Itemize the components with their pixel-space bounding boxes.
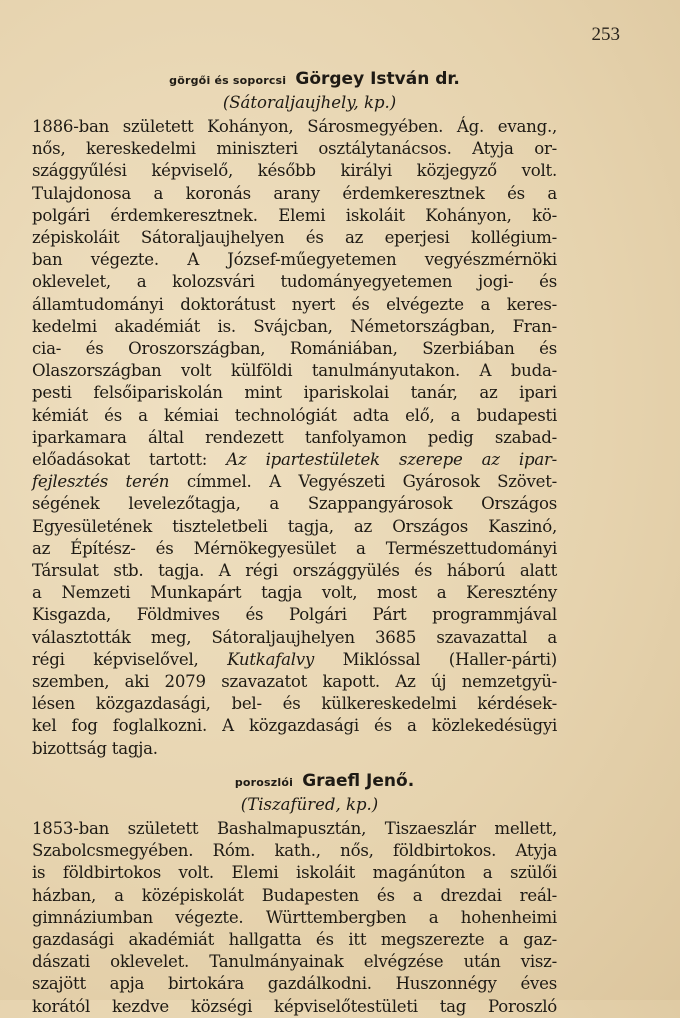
text-line: nős, kereskedelmi miniszteri osztálytanácsos. Atyja or- xyxy=(32,139,557,159)
text-line: 1853-ban született Bashalmapusztán, Tiszaeszlár mellett, xyxy=(32,818,557,838)
text-line: Kisgazda, Földmives és Polgári Párt programmjával xyxy=(32,605,557,625)
text-line: dászati oklevelet. Tanulmányainak elvégzése után visz- xyxy=(32,952,557,972)
text-line: kémiát és a kémiai technológiát adta elő, a budapesti xyxy=(32,405,557,425)
text-line: Társulat stb. tagja. A régi országgyülés és háború alatt xyxy=(32,561,557,581)
italic-title: Kutkafalvy xyxy=(227,649,315,669)
text-line: gimnáziumban végezte. Württembergben a hohenheimi xyxy=(32,907,557,927)
italic-title: fejlesztés terén xyxy=(32,472,170,492)
text-line: ban végezte. A József-műegyetemen vegyészmérnöki xyxy=(32,250,557,270)
text-line: fejlesztés terén címmel. A Vegyészeti Gyárosok Szövet- xyxy=(32,472,558,492)
text-line: szemben, aki 2079 szavazatot kapott. Az új nemzetgyü- xyxy=(32,672,557,692)
text-line: az Építész- és Mérnökegyesület a Természettudományi xyxy=(32,538,557,558)
entry-gorgey xyxy=(32,68,557,760)
text-line: is földbirtokos volt. Elemi iskoláit magánúton a szülői xyxy=(32,863,557,883)
text-line: iparkamara által rendezett tanfolyamon pedig szabad- xyxy=(32,427,557,447)
text-line: oklevelet, a kolozsvári tudományegyetemen jogi- és xyxy=(32,272,557,292)
text-line: polgári érdemkeresztnek. Elemi iskoláit Kohányon, kö- xyxy=(32,205,557,225)
page-column xyxy=(32,68,557,1018)
text-line: Olaszországban volt külföldi tanulmányutakon. A buda- xyxy=(32,361,557,381)
text-line: választották meg, Sátoraljaujhelyen 3685 szavazattal a xyxy=(32,627,557,647)
text-line: gazdasági akadémiát hallgatta és itt megszerezte a gaz- xyxy=(32,929,557,949)
text-line: zépiskoláit Sátoraljaujhelyen és az eperjesi kollégium- xyxy=(32,228,557,248)
text-line: előadásokat tartott: Az ipartestületek szerepe az ipar- xyxy=(32,450,557,470)
constituency: (Tiszafüred, kp.) xyxy=(240,794,379,814)
text-line: Egyesületének tiszteletbeli tagja, az Országos Kaszinó, xyxy=(32,516,557,536)
member-name: Görgey István dr. xyxy=(295,69,460,89)
text-line: kedelmi akadémiát is. Svájcban, Németországban, Fran- xyxy=(32,316,557,336)
text-line: 1886-ban született Kohányon, Sárosmegyében. Ág. evang., xyxy=(32,117,557,136)
text-line: Szabolcsmegyében. Róm. kath., nős, földbirtokos. Atyja xyxy=(32,841,557,861)
text-line: bizottság tagja. xyxy=(32,738,158,758)
entry-title-line xyxy=(32,770,557,794)
text-line: ségének levelezőtagja, a Szappangyárosok Országos xyxy=(32,494,557,514)
entry-graefl xyxy=(32,770,557,1018)
text-line: házban, a középiskolát Budapesten és a drezdai reál- xyxy=(32,885,557,905)
text-line: lésen közgazdasági, bel- és külkereskedelmi kérdések- xyxy=(32,694,557,714)
text-line: régi képviselővel, Kutkafalvy Miklóssal (Haller-párti) xyxy=(32,649,557,669)
text-line: szajött apja birtokára gazdálkodni. Huszonnégy éves xyxy=(32,974,557,994)
entry-header xyxy=(32,68,557,114)
member-name: Graefl Jenő. xyxy=(302,770,415,791)
noble-prefix: görgői és soporcsi xyxy=(169,74,287,87)
text-line: a Nemzeti Munkapárt tagja volt, most a Keresztény xyxy=(32,583,557,603)
text-line: államtudományi doktorátust nyert és elvégezte a keres- xyxy=(32,294,557,314)
text-line: kel fog foglalkozni. A közgazdasági és a közlekedésügyi xyxy=(32,716,557,736)
text-line: pesti felsőipariskolán mint ipariskolai tanár, az ipari xyxy=(32,383,557,403)
biography-text xyxy=(32,116,557,760)
noble-prefix: poroszlói xyxy=(234,775,294,789)
entry-title-line xyxy=(32,68,557,92)
text-line: szággyűlési képviselő, később királyi közjegyző volt. xyxy=(32,161,557,181)
text-line: korától kezdve községi képviselőtestületi tag Poroszló xyxy=(32,996,557,1016)
constituency: (Sátoraljaujhely, kp.) xyxy=(222,93,397,112)
page-number: 253 xyxy=(591,24,620,45)
biography-text xyxy=(32,818,557,1018)
entry-header xyxy=(32,770,557,816)
italic-title: Az ipartestületek szerepe az ipar- xyxy=(226,450,557,470)
text-line: Tulajdonosa a koronás arany érdemkeresztnek és a xyxy=(32,183,557,203)
text-line: cia- és Oroszországban, Romániában, Szerbiában és xyxy=(32,339,557,359)
